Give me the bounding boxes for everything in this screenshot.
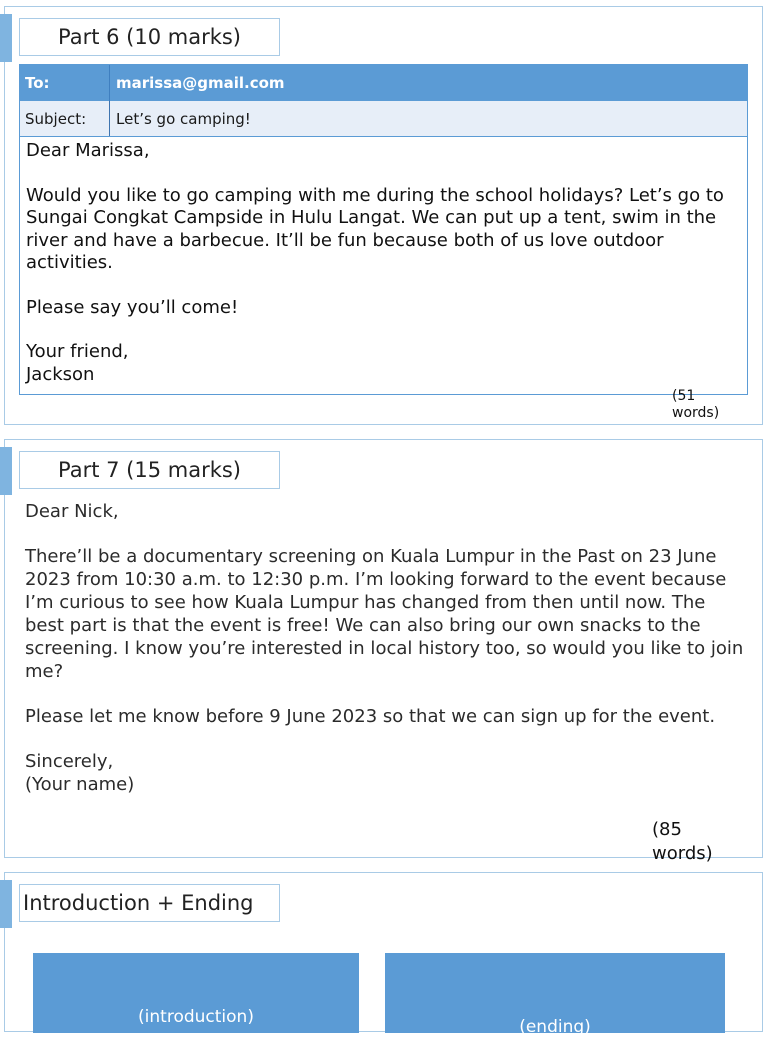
- part8-title: Introduction + Ending: [19, 884, 280, 922]
- email-body-text: Would you like to go camping with me during the school holidays? Let’s go to Sungai Congkat Campside in Hulu Langat. We can put up a tent, swim in the river and have a barbecue. It’ll be fun because both of us love outdoor activities.: [26, 184, 724, 273]
- part6-word-count-unit: words): [672, 405, 720, 421]
- email-greeting: Dear Marissa,: [26, 140, 150, 161]
- email-closing-line: Please say you’ll come!: [26, 296, 239, 318]
- letter-signoff: Sincerely,: [25, 751, 114, 772]
- part7-accent-bar: [0, 447, 12, 495]
- email-subject-label: Subject:: [20, 101, 110, 136]
- letter-body-text: There’ll be a documentary screening on Kuala Lumpur in the Past on 23 June 2023 from 10:30 a.m. to 12:30 p.m. I’m looking forward to the event because I’m curious to see how Kuala Lumpur has changed from then until now. The best part is that the event is free! We can also bring our own snacks to the screening. I know you’re interested in local history too, so would you like to join me?: [25, 546, 744, 682]
- part6-word-count: [672, 388, 719, 422]
- part7-title: Part 7 (15 marks): [19, 451, 280, 489]
- introduction-box-label: (introduction): [138, 1007, 254, 1027]
- part6-accent-bar: [0, 14, 12, 62]
- part8-accent-bar: [0, 880, 12, 928]
- email-to-label: To:: [20, 65, 110, 101]
- email-to-row: [20, 65, 747, 101]
- email-body: [20, 137, 747, 389]
- letter-closing-line: Please let me know before 9 June 2023 so that we can sign up for the event.: [25, 706, 716, 727]
- email-signature: Jackson: [26, 363, 95, 385]
- part6-word-count-number: (51: [672, 388, 696, 404]
- ending-box: [385, 953, 725, 1037]
- introduction-box: [33, 953, 359, 1033]
- email-subject-row: [20, 101, 747, 137]
- email-subject-value: Let’s go camping!: [116, 110, 251, 128]
- letter-signature: (Your name): [25, 774, 135, 795]
- letter-greeting: Dear Nick,: [25, 501, 119, 522]
- part7-word-count-unit: words): [652, 843, 713, 864]
- ending-box-label: (ending): [519, 1017, 591, 1037]
- email-card: [19, 64, 748, 395]
- part7-word-count: [652, 818, 713, 866]
- email-to-value: marissa@gmail.com: [116, 74, 285, 92]
- part7-word-count-number: (85: [652, 819, 682, 840]
- part7-letter: [25, 500, 745, 796]
- part6-title: Part 6 (10 marks): [19, 18, 280, 56]
- email-signoff: Your friend,: [26, 341, 129, 362]
